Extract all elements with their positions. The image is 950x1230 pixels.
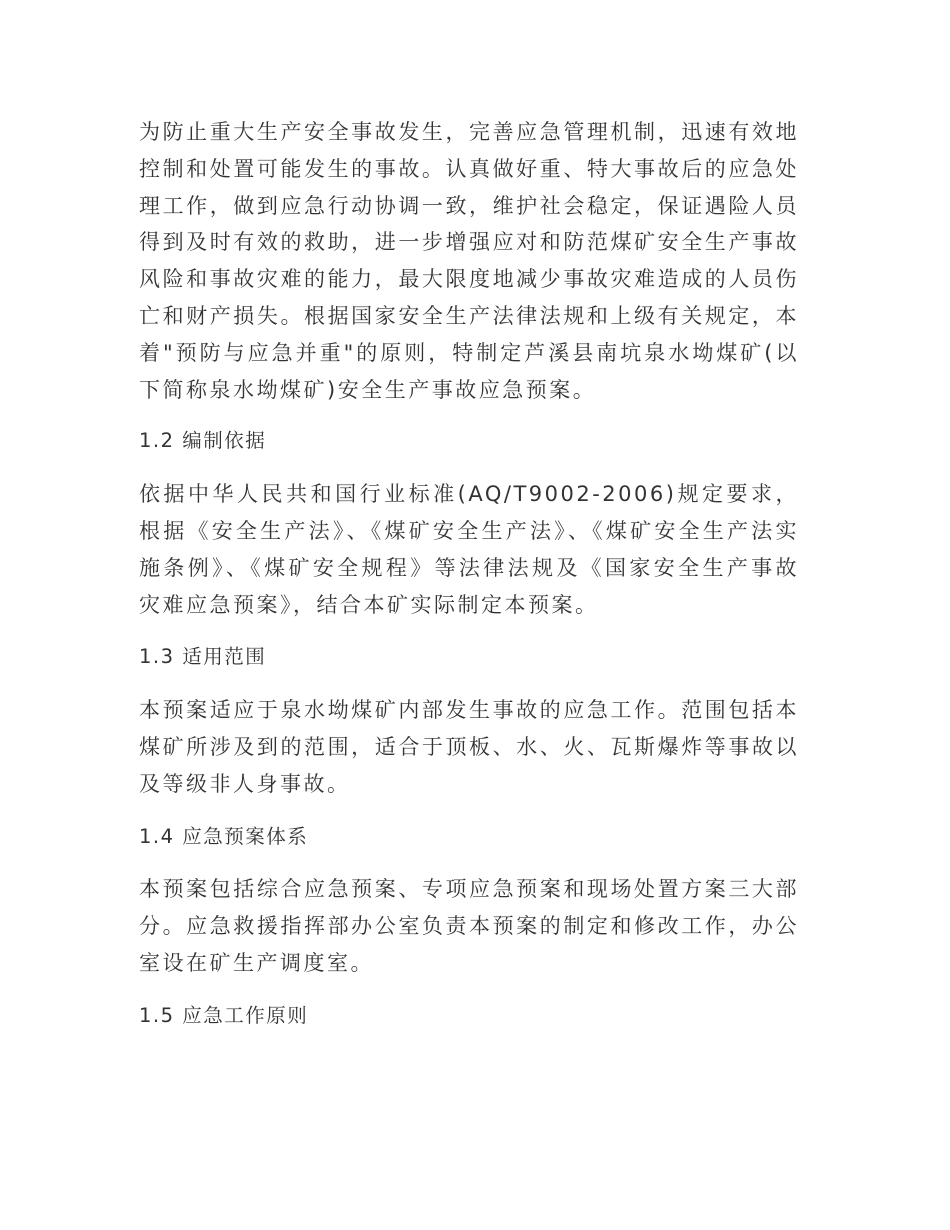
basis-paragraph: 依据中华人民共和国行业标准(AQ/T9002-2006)规定要求，根据《安全生产法》、《煤矿安全生产法》、《煤矿安全生产法实施条例》、《煤矿安全规程》等法律法规及《国家安全生产事故灾难应急预案》，结合本矿实际制定本预案。 xyxy=(139,482,799,617)
section-heading-1-3: 1.3 适用范围 xyxy=(139,645,267,669)
section-heading-1-5: 1.5 应急工作原则 xyxy=(139,1003,309,1027)
document-page xyxy=(139,114,799,1035)
system-paragraph: 本预案包括综合应急预案、专项应急预案和现场处置方案三大部分。应急救援指挥部办公室负责本预案的制定和修改工作，办公室设在矿生产调度室。 xyxy=(139,877,799,975)
scope-paragraph: 本预案适应于泉水坳煤矿内部发生事故的应急工作。范围包括本煤矿所涉及到的范围，适合于顶板、水、火、瓦斯爆炸等事故以及等级非人身事故。 xyxy=(139,698,799,796)
section-heading-1-2: 1.2 编制依据 xyxy=(139,429,267,453)
intro-paragraph: 为防止重大生产安全事故发生，完善应急管理机制，迅速有效地控制和处置可能发生的事故。认真做好重、特大事故后的应急处理工作，做到应急行动协调一致，维护社会稳定，保证遇险人员得到及时有效的救助，进一步增强应对和防范煤矿安全生产事故风险和事故灾难的能力，最大限度地减少事故灾难造成的人员伤亡和财产损失。根据国家安全生产法律法规和上级有关规定，本着"预防与应急并重"的原则，特制定芦溪县南坑泉水坳煤矿(以下简称泉水坳煤矿)安全生产事故应急预案。 xyxy=(139,120,799,402)
section-heading-1-4: 1.4 应急预案体系 xyxy=(139,824,309,848)
